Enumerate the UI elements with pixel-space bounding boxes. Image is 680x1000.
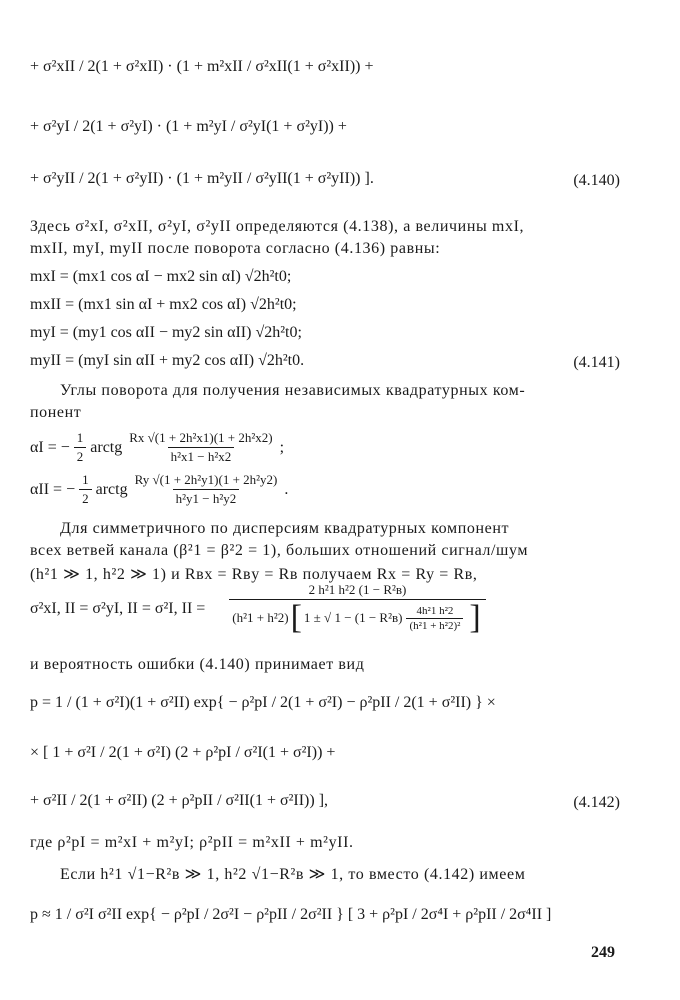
equation-sigma xyxy=(30,582,640,635)
equation-myII xyxy=(30,352,640,370)
formula-text: p ≈ 1 / σ²I σ²II exp{ − ρ²pI / 2σ²I − ρ²pII / 2σ²II } [ 3 + ρ²pI / 2σ⁴I + ρ²pII / 2σ⁴II ] xyxy=(30,906,552,923)
arctg-label: arctg xyxy=(90,438,123,456)
formula-text: + σ²yII / 2(1 + σ²yII) · (1 + m²yII / σ²yII(1 + σ²yII)) ]. xyxy=(30,170,374,187)
page-number: 249 xyxy=(591,944,615,961)
equation-mxII xyxy=(30,296,640,314)
equation-p-approx xyxy=(30,906,640,924)
text-line: всех ветвей канала (β²1 = β²2 = 1), больших отношений сигнал/шум xyxy=(30,542,529,559)
fraction-main: $\frac{\text{Rx √(1 + 2h²x1)(1 + 2h²x2)}}{\text{h²x1 − h²x2}}$ xyxy=(129,430,273,464)
equation-number-4-140: (4.140) xyxy=(573,172,620,189)
equation-p-line-3 xyxy=(30,792,640,810)
formula-lhs: σ²xI, II = σ²yI, II = σ²I, II = xyxy=(30,599,206,617)
equation-line-3 xyxy=(30,170,640,188)
text-line: Для симметричного по дисперсиям квадратурных компонент xyxy=(60,520,510,537)
fraction-sigma: 2 h²1 h²2 (1 − R²в) (h²1 + h²2) [ 1 ± √ 1 − (1 − R²в) $\frac{\text{4h²1 h²2}}{\text{(h²1 + h²2)²}}$ ] xyxy=(229,582,485,635)
formula-text: myI = (my1 cos αII − my2 sin αII) √2h²t0; xyxy=(30,324,302,341)
fraction-half: $\frac{1}{2}$ xyxy=(74,430,87,465)
equation-myI xyxy=(30,324,640,342)
fraction-main: $\frac{\text{Ry √(1 + 2h²y1)(1 + 2h²y2)}}{\text{h²y1 − h²y2}}$ xyxy=(134,472,278,506)
formula-lhs: αII = − xyxy=(30,480,76,498)
formula-text: + σ²II / 2(1 + σ²II) (2 + ρ²pII / σ²II(1 + σ²II)) ], xyxy=(30,792,329,809)
equation-mxI xyxy=(30,268,640,286)
arctg-label: arctg xyxy=(95,480,128,498)
formula-text: + σ²xII / 2(1 + σ²xII) · (1 + m²xII / σ²xII(1 + σ²xII)) + xyxy=(30,58,374,75)
equation-alpha-II: αII = − $\frac{1}{2}$ arctg $\frac{\text{Ry √(1 + 2h²y1)(1 + 2h²y2)}}{\text{h²y1 − h²y2}}$ . xyxy=(30,472,289,506)
text-line: Если h²1 √1−R²в ≫ 1, h²2 √1−R²в ≫ 1, то вместо (4.142) имеем xyxy=(60,866,526,883)
formula-text: + σ²yI / 2(1 + σ²yI) · (1 + m²yI / σ²yI(1 + σ²yI)) + xyxy=(30,118,347,135)
fraction-half: $\frac{1}{2}$ xyxy=(79,472,92,507)
text-line: mxII, myI, myII после поворота согласно (4.136) равны: xyxy=(30,240,441,257)
formula-text: mxI = (mx1 cos αI − mx2 sin αI) √2h²t0; xyxy=(30,268,292,285)
formula-text: myII = (myI sin αII + my2 cos αII) √2h²t0. xyxy=(30,352,305,369)
equation-line-2 xyxy=(30,118,640,136)
text-line: Здесь σ²xI, σ²xII, σ²yI, σ²yII определяются (4.138), а величины mxI, xyxy=(30,218,525,235)
text-line: и вероятность ошибки (4.140) принимает вид xyxy=(30,656,365,673)
formula-lhs: αI = − xyxy=(30,438,70,456)
text-line: где ρ²pI = m²xI + m²yI; ρ²pII = m²xII + m²yII. xyxy=(30,834,354,851)
equation-p-line-2 xyxy=(30,744,640,762)
formula-text: mxII = (mx1 sin αI + mx2 cos αI) √2h²t0; xyxy=(30,296,297,313)
equation-p-line-1 xyxy=(30,694,640,712)
text-line: понент xyxy=(30,404,82,421)
equation-number-4-141: (4.141) xyxy=(573,354,620,371)
text-line: (h²1 ≫ 1, h²2 ≫ 1) и Rвx = Rвy = Rв получаем Rx = Ry = Rв, xyxy=(30,566,478,583)
equation-line-1 xyxy=(30,58,640,76)
equation-number-4-142: (4.142) xyxy=(573,794,620,811)
formula-text: × [ 1 + σ²I / 2(1 + σ²I) (2 + ρ²pI / σ²I(1 + σ²I)) + xyxy=(30,744,336,761)
equation-alpha-I: αI = − $\frac{1}{2}$ arctg $\frac{\text{Rx √(1 + 2h²x1)(1 + 2h²x2)}}{\text{h²x1 − h²x2}}$ ; xyxy=(30,430,285,464)
text-line: Углы поворота для получения независимых квадратурных ком- xyxy=(60,382,526,399)
formula-text: p = 1 / (1 + σ²I)(1 + σ²II) exp{ − ρ²pI / 2(1 + σ²I) − ρ²pII / 2(1 + σ²II) } × xyxy=(30,694,496,711)
